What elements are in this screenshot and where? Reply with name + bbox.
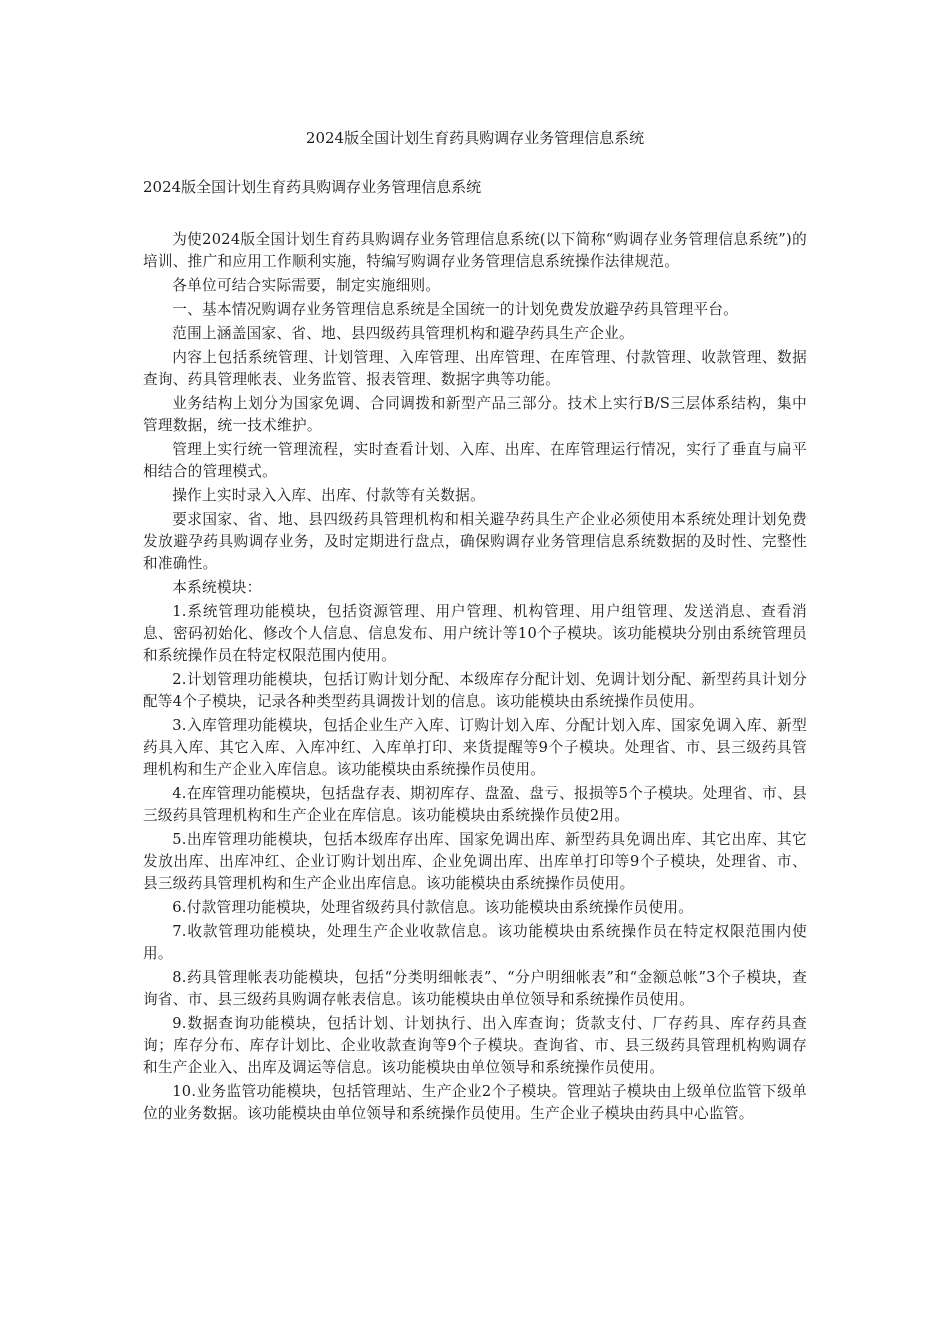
document-subtitle: 2024版全国计划生育药具购调存业务管理信息系统	[143, 178, 482, 196]
paragraph: 要求国家、省、地、县四级药具管理机构和相关避孕药具生产企业必须使用本系统处理计划免费发放避孕药具购调存业务，及时定期进行盘点，确保购调存业务管理信息系统数据的及时性、完整性和准确性。	[143, 511, 807, 572]
module-item: 3.入库管理功能模块，包括企业生产入库、订购计划入库、分配计划入库、国家免调入库、新型药具入库、其它入库、入库冲红、入库单打印、来货提醒等9个子模块。处理省、市、县三级药具管理机构和生产企业入库信息。该功能模块由系统操作员使用。	[143, 717, 807, 778]
module-item: 6.付款管理功能模块，处理省级药具付款信息。该功能模块由系统操作员使用。	[172, 899, 694, 916]
module-item: 10.业务监管功能模块，包括管理站、生产企业2个子模块。管理站子模块由上级单位监管下级单位的业务数据。该功能模块由单位领导和系统操作员使用。生产企业子模块由药具中心监管。	[143, 1083, 807, 1122]
paragraph: 范围上涵盖国家、省、地、县四级药具管理机构和避孕药具生产企业。	[172, 325, 634, 342]
module-item: 2.计划管理功能模块，包括订购计划分配、本级库存分配计划、免调计划分配、新型药具计划分配等4个子模块，记录各种类型药具调拨计划的信息。该功能模块由系统操作员使用。	[143, 671, 807, 710]
module-item: 9.数据查询功能模块，包括计划、计划执行、出入库查询；货款支付、厂存药具、库存药具查询；库存分布、库存计划比、企业收款查询等9个子模块。查询省、市、县三级药具管理机构购调存和生产企业入、出库及调运等信息。该功能模块由单位领导和系统操作员使用。	[143, 1015, 807, 1076]
paragraph: 内容上包括系统管理、计划管理、入库管理、出库管理、在库管理、付款管理、收款管理、数据查询、药具管理帐表、业务监管、报表管理、数据字典等功能。	[143, 349, 807, 388]
module-item: 7.收款管理功能模块，处理生产企业收款信息。该功能模块由系统操作员在特定权限范围内使用。	[143, 923, 807, 962]
document-body	[143, 229, 807, 1127]
paragraph: 操作上实时录入入库、出库、付款等有关数据。	[172, 487, 485, 504]
module-item: 8.药具管理帐表功能模块，包括“分类明细帐表”、“分户明细帐表”和“金额总帐”3个子模块，查询省、市、县三级药具购调存帐表信息。该功能模块由单位领导和系统操作员使用。	[143, 969, 807, 1008]
paragraph: 一、基本情况购调存业务管理信息系统是全国统一的计划免费发放避孕药具管理平台。	[172, 301, 739, 318]
paragraph: 本系统模块：	[172, 579, 262, 596]
paragraph: 各单位可结合实际需要，制定实施细则。	[172, 277, 441, 294]
paragraph: 业务结构上划分为国家免调、合同调拨和新型产品三部分。技术上实行B/S三层体系结构，集中管理数据，统一技术维护。	[143, 395, 807, 434]
module-item: 1.系统管理功能模块，包括资源管理、用户管理、机构管理、用户组管理、发送消息、查看消息、密码初始化、修改个人信息、信息发布、用户统计等10个子模块。该功能模块分别由系统管理员和系统操作员在特定权限范围内使用。	[143, 603, 807, 664]
module-item: 4.在库管理功能模块，包括盘存表、期初库存、盘盈、盘亏、报损等5个子模块。处理省、市、县三级药具管理机构和生产企业在库信息。该功能模块由系统操作员使2用。	[143, 785, 807, 824]
module-item: 5.出库管理功能模块，包括本级库存出库、国家免调出库、新型药具免调出库、其它出库、其它发放出库、出库冲红、企业订购计划出库、企业免调出库、出库单打印等9个子模块，处理省、市、县三级药具管理机构和生产企业出库信息。该功能模块由系统操作员使用。	[143, 831, 807, 892]
paragraph: 管理上实行统一管理流程，实时查看计划、入库、出库、在库管理运行情况，实行了垂直与扁平相结合的管理模式。	[143, 441, 807, 480]
paragraph: 为使2024版全国计划生育药具购调存业务管理信息系统(以下简称“购调存业务管理信息系统”)的培训、推广和应用工作顺利实施，特编写购调存业务管理信息系统操作法律规范。	[143, 231, 807, 270]
document-title: 2024版全国计划生育药具购调存业务管理信息系统	[305, 129, 645, 147]
